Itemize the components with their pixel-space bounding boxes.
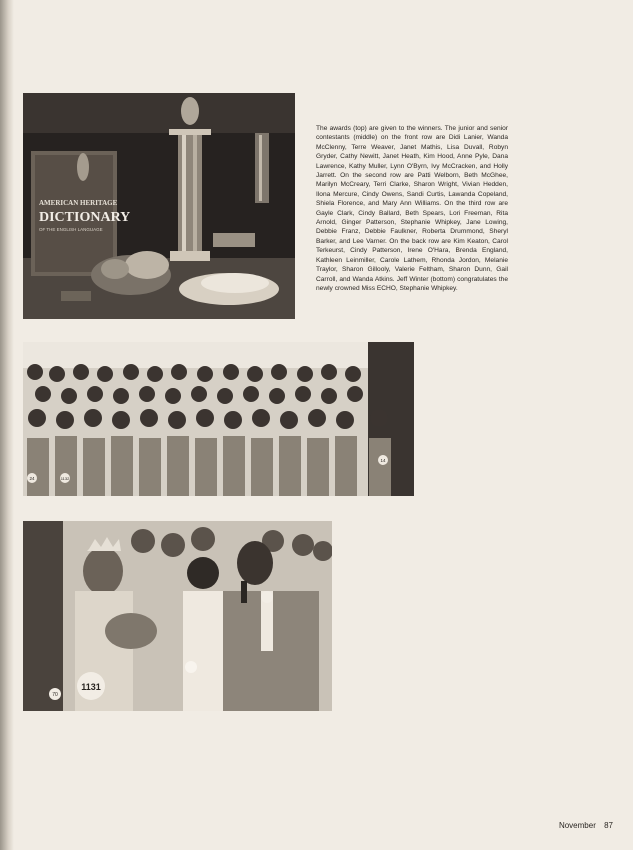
footer-month: November <box>558 821 596 830</box>
page-binding-shadow <box>0 0 14 850</box>
photo-caption: The awards (top) are given to the winners. The junior and senior contestants (middle) on the front row are Didi Lanier, Wanda McClenny, Terre Weaver, Janet Mathis, Lisa Duvall, Robyn Gryder, Cathy Newitt, Janet Heath, Kim Hood, Anne Pyle, Dana Lawrence, Kathy Muller, Lynn O'Byrn, Ivy McCracken, and Holly Jarrett. On the second row are Patti Welborn, Beth McGhee, Marilyn McCreary, Terri Clarke, Sharon Wright, Vivian Hedden, Ilona Mercure, Cindy Owens, Sandi Curtis, Lawanda Copeland, Shiela Florence, and Mary Ann Williams. On the third row are Gayle Clark, Cindy Ballard, Beth Spears, Lori Freeman, Rita Arnold, Ginger Patterson, Stephanie Whipkey, Jane Lowing, Debbie Franz, Debbie Faulkner, Roberta Drummond, Sheryl Barker, and Lee Varner. On the back row are Kim Keaton, Carol Terkeurst, Cindy Patterson, Irene O'Hara, Brenda England, Kathleen Leinmiller, Carole Lathem, Rhonda Jordon, Melanie Traylor, Sharon Gillooly, Valerie Feltham, Sharon Dunn, Gail Carroll, and Wanda Atkins. Jeff Winter (bottom) congratulates the newly crowned Miss ECHO, Stephanie Whipkey. <box>316 125 508 292</box>
crowning-photo <box>23 521 332 711</box>
contestants-group-photo <box>23 342 414 496</box>
book-title-line1: AMERICAN HERITAGE <box>39 199 118 207</box>
page-footer <box>559 821 613 830</box>
book-title-line2: DICTIONARY <box>39 210 131 225</box>
awards-photo <box>23 93 295 319</box>
page-number: 87 <box>604 821 613 830</box>
contestant-badge: 14 <box>380 458 386 463</box>
contestant-badge: 24 <box>29 476 35 481</box>
winner-badge: 1131 <box>81 682 101 692</box>
contestant-badge: 70 <box>52 692 58 698</box>
book-title-line3: OF THE ENGLISH LANGUAGE <box>39 227 103 232</box>
contestant-badge: 1132 <box>60 476 70 481</box>
